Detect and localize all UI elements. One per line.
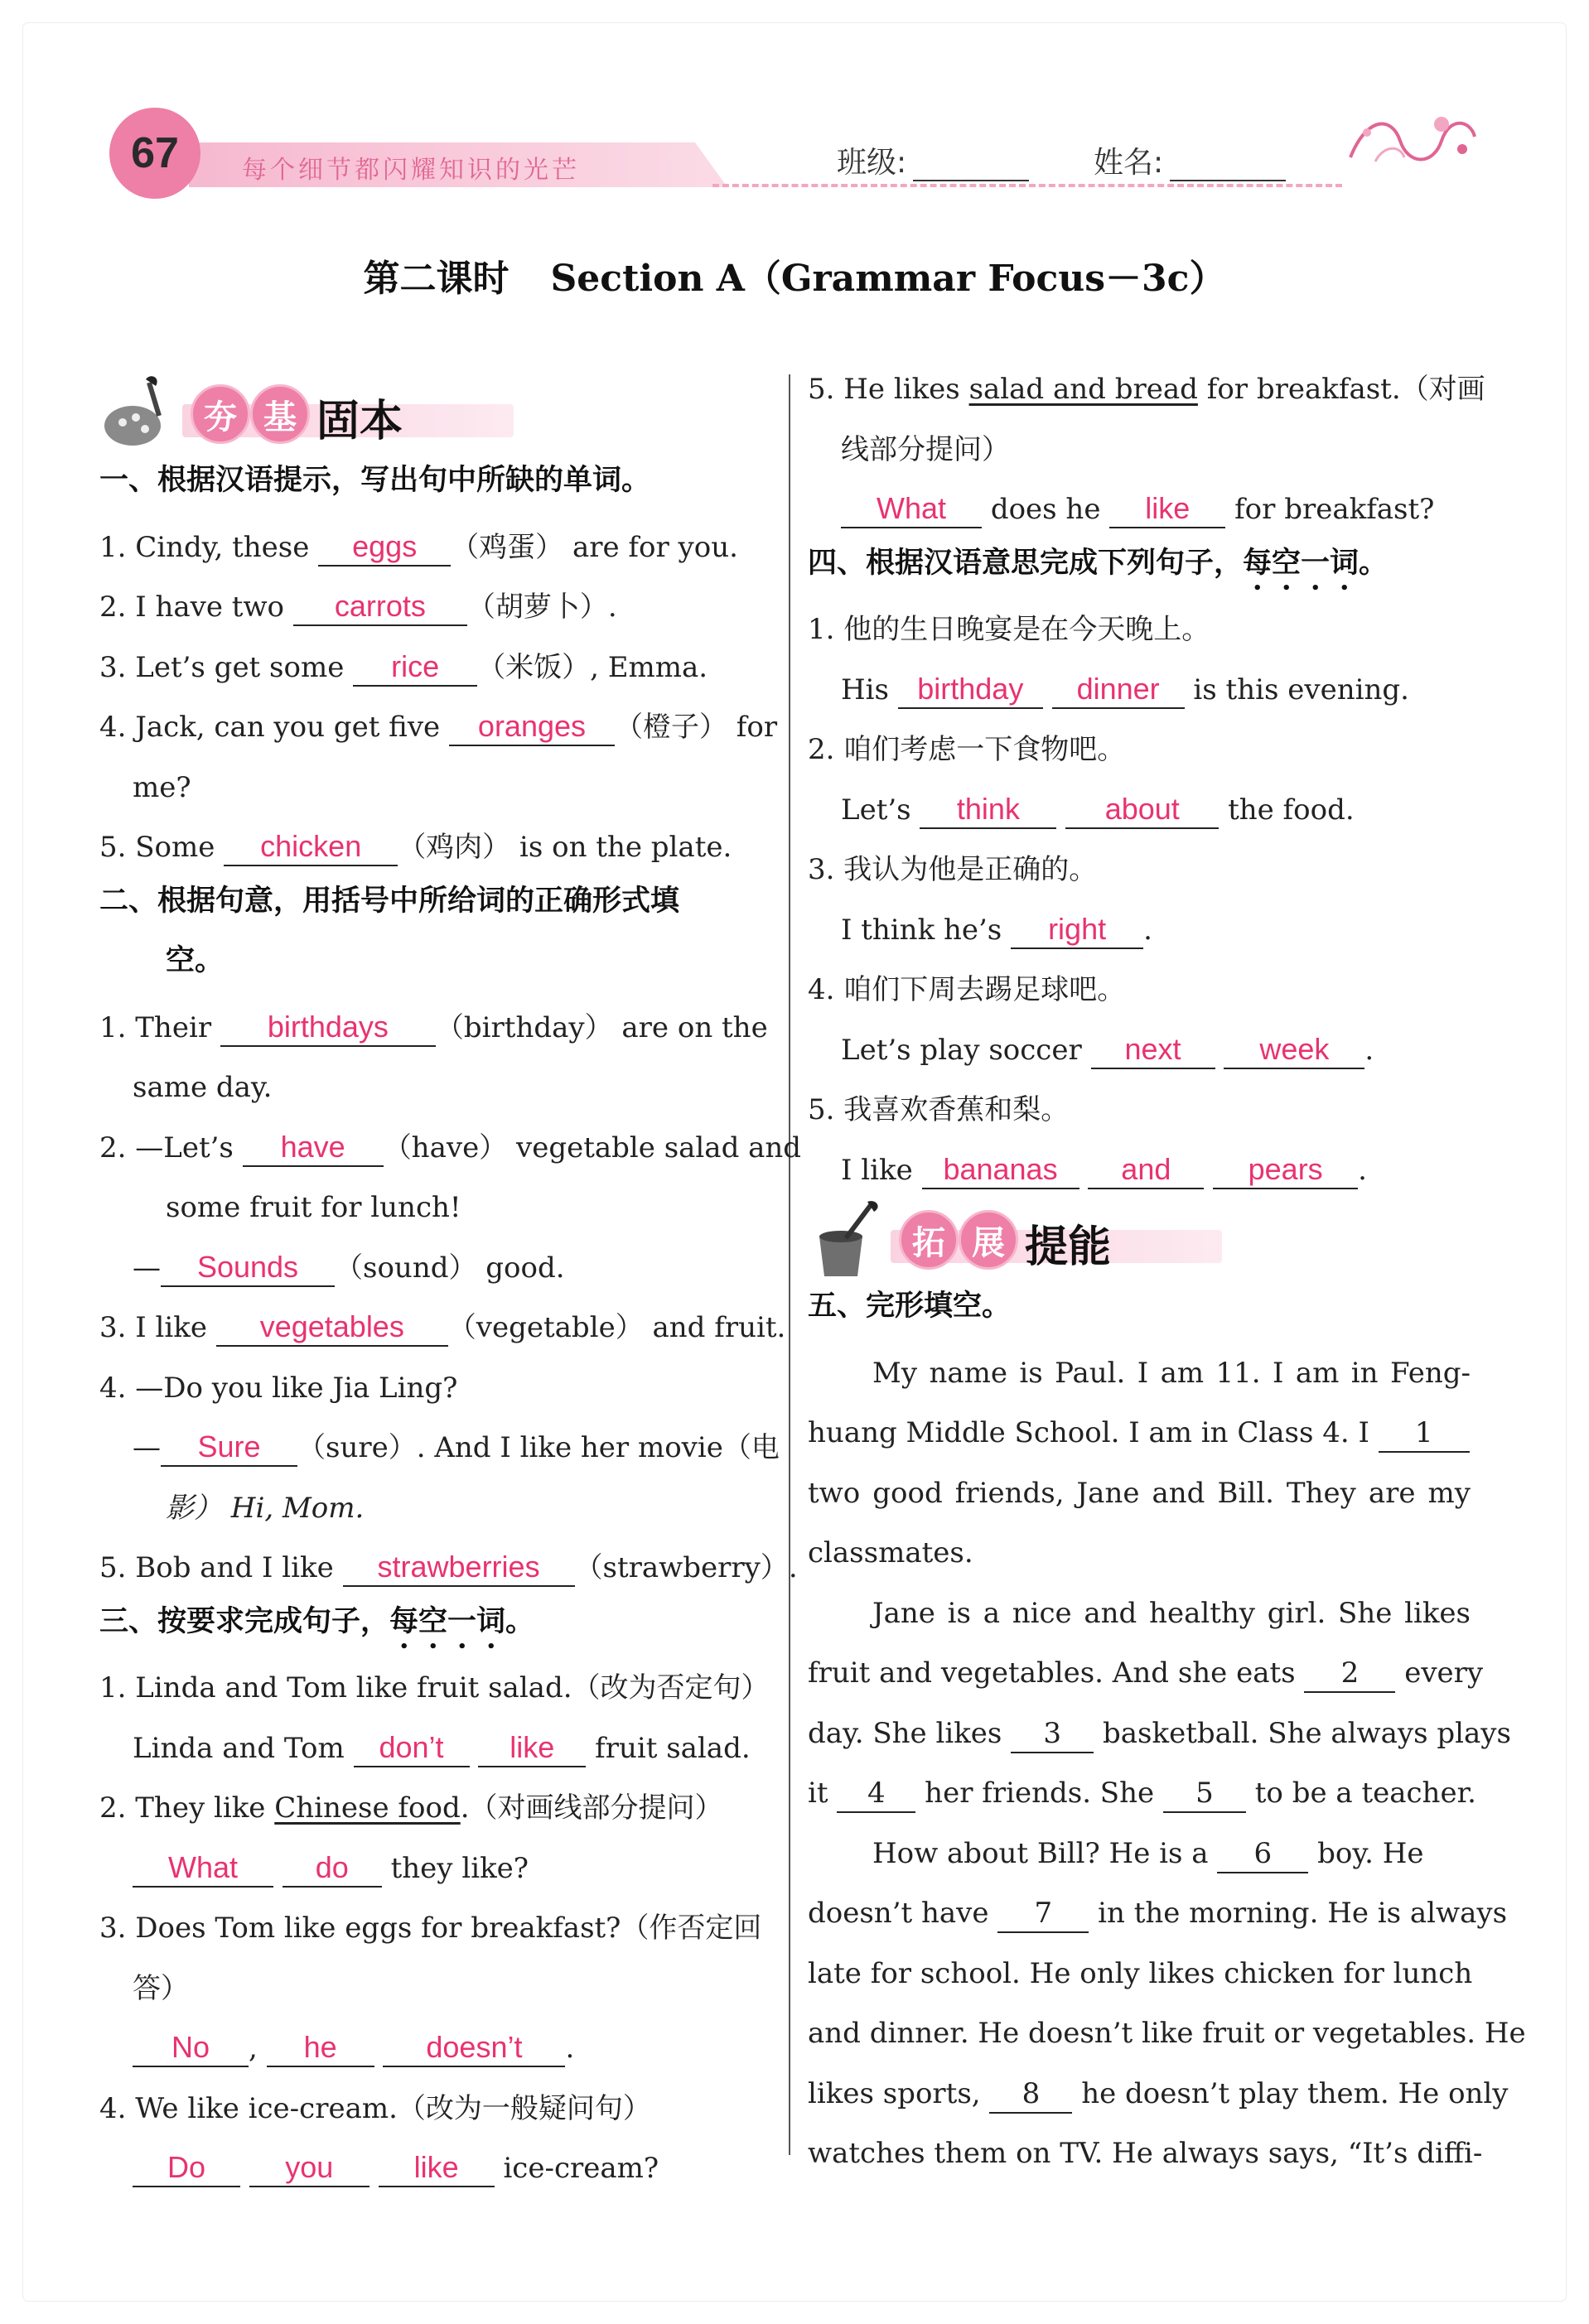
answer-blank: doesn’t: [383, 2029, 565, 2067]
part4-q5-answer: I like bananas and pears .: [808, 1140, 1471, 1201]
part4-q2-answer: Let’s think about the food.: [808, 780, 1471, 841]
answer-blank: right: [1011, 911, 1143, 949]
answer-blank: Do: [133, 2149, 240, 2187]
answer-blank: dinner: [1052, 671, 1185, 709]
cloze-blank: 1: [1379, 1415, 1470, 1453]
part1-q4: 4. Jack, can you get five oranges （橙子） for: [99, 697, 770, 758]
answer-blank: oranges: [449, 708, 615, 746]
part4-q4-answer: Let’s play soccer next week .: [808, 1020, 1471, 1081]
badge-text: 固本: [316, 397, 403, 446]
part3-q3-answer: No , he doesn’t .: [99, 2018, 770, 2079]
class-label: 班级:: [837, 146, 907, 180]
cloze-line: it 4 her friends. She 5 to be a teacher.: [808, 1763, 1471, 1824]
answer-blank: think: [920, 791, 1056, 829]
answer-blank: What: [841, 490, 982, 528]
part1-heading: 一、根据汉语提示，写出句中所缺的单词。: [99, 464, 651, 497]
answer-blank: like: [1109, 490, 1225, 528]
part3-q1-answer: Linda and Tom don’t like fruit salad.: [99, 1719, 770, 1779]
cloze-blank: 5: [1163, 1775, 1246, 1813]
cloze-line: fruit and vegetables. And she eats 2 every: [808, 1643, 1471, 1704]
extension-badge: [808, 1200, 1471, 1283]
answer-blank: chicken: [224, 828, 398, 866]
answer-blank: birthdays: [220, 1009, 436, 1047]
part4-heading: 四、根据汉语意思完成下列句子，每空一词。: [808, 546, 1389, 580]
part3-q5: 5. He likes salad and bread for breakfast.（对画: [808, 373, 1485, 406]
name-field: [1094, 139, 1286, 181]
section-title: Section A（Grammar Focus－3c）: [550, 258, 1226, 300]
page-number: 67: [109, 108, 200, 199]
cloze-blank: 7: [997, 1895, 1089, 1933]
answer-blank: he: [267, 2029, 374, 2067]
right-column: [808, 359, 1526, 2184]
part2-q1-cont: same day.: [133, 1071, 273, 1104]
answer-blank: Sure: [161, 1429, 297, 1467]
palette-icon: [99, 374, 182, 457]
part1-q1: 1. Cindy, these eggs （鸡蛋） are for you.: [99, 518, 770, 578]
part4-q4-cn: 4. 咱们下周去踢足球吧。: [808, 973, 1126, 1006]
part2-q2-reply: — Sounds （sound） good.: [99, 1238, 770, 1299]
answer-blank: bananas: [922, 1151, 1079, 1189]
part2-q4-cont: 影） Hi, Mom.: [166, 1491, 365, 1525]
answer-blank: have: [243, 1129, 384, 1167]
answer-blank: don’t: [354, 1729, 470, 1767]
cloze-line: likes sports, 8 he doesn’t play them. He only: [808, 2064, 1471, 2124]
answer-blank: No: [133, 2029, 249, 2067]
badge-char-1: 夯: [191, 384, 250, 444]
part5-heading: 五、完形填空。: [808, 1290, 1012, 1323]
answer-blank: strawberries: [343, 1549, 575, 1587]
part3-q1: 1. Linda and Tom like fruit salad.（改为否定句）: [99, 1671, 770, 1704]
part4-q3-cn: 3. 我认为他是正确的。: [808, 853, 1098, 886]
cloze-line: late for school. He only likes chicken for lunch: [808, 1956, 1473, 1990]
answer-blank: What: [133, 1849, 273, 1888]
part2-q1: 1. Their birthdays （birthday） are on the: [99, 998, 770, 1058]
part4-q2-cn: 2. 咱们考虑一下食物吧。: [808, 733, 1126, 766]
foundation-badge: [99, 374, 770, 457]
part1-q5: 5. Some chicken （鸡肉） is on the plate.: [99, 817, 770, 878]
answer-blank: eggs: [318, 528, 451, 567]
part3-heading: 三、按要求完成句子，每空一词。: [99, 1604, 535, 1638]
cloze-line: two good friends, Jane and Bill. They are my: [808, 1476, 1471, 1510]
answer-blank: week: [1224, 1031, 1364, 1069]
part3-q4: 4. We like ice-cream.（改为一般疑问句）: [99, 2091, 651, 2125]
part4-q3-answer: I think he’s right .: [808, 900, 1471, 961]
badge-text: 提能: [1025, 1222, 1112, 1272]
answer-blank: rice: [353, 649, 477, 687]
part4-q1-cn: 1. 他的生日晚宴是在今天晚上。: [808, 613, 1210, 646]
cloze-blank: 2: [1304, 1655, 1395, 1693]
part4-q1-answer: His birthday dinner is this evening.: [808, 660, 1471, 721]
answer-blank: like: [478, 1729, 586, 1767]
cloze-line: How about Bill? He is a 6 boy. He: [808, 1824, 1471, 1884]
cloze-line: Jane is a nice and healthy girl. She likes: [872, 1596, 1471, 1630]
lesson-number: 第二课时: [363, 258, 510, 300]
answer-blank: vegetables: [216, 1309, 448, 1347]
cloze-line: day. She likes 3 basketball. She always plays: [808, 1704, 1471, 1764]
answer-blank: do: [283, 1849, 382, 1888]
answer-blank: and: [1088, 1151, 1204, 1189]
part2-q2: 2. —Let’s have （have） vegetable salad and: [99, 1118, 770, 1179]
cloze-blank: 8: [989, 2076, 1072, 2114]
cloze-line: classmates.: [808, 1536, 973, 1569]
part1-q2: 2. I have two carrots （胡萝卜）.: [99, 577, 770, 638]
column-divider: [789, 374, 790, 2155]
cloze-line: doesn’t have 7 in the morning. He is always: [808, 1883, 1471, 1944]
part2-heading-cont: 空。: [166, 944, 225, 977]
cloze-line: and dinner. He doesn’t like fruit or vegetables. He: [808, 2017, 1526, 2050]
cloze-blank: 4: [837, 1775, 915, 1813]
part2-q4: 4. —Do you like Jia Ling?: [99, 1371, 458, 1405]
badge-char-2: 基: [250, 384, 310, 444]
part2-q4-reply: — Sure （sure）. And I like her movie（电: [99, 1418, 770, 1478]
cloze-line: My name is Paul. I am 11. I am in Feng-: [872, 1356, 1471, 1390]
answer-blank: Sounds: [161, 1249, 335, 1287]
header-slogan: 每个细节都闪耀知识的光芒: [242, 156, 580, 185]
left-column: [99, 374, 802, 2199]
lesson-title: [0, 248, 1589, 301]
cloze-passage: [808, 1343, 1526, 2184]
answer-blank: birthday: [898, 671, 1043, 709]
part1-q4-cont: me?: [133, 770, 191, 804]
answer-blank: you: [249, 2149, 369, 2187]
answer-blank: like: [379, 2149, 495, 2187]
badge-char-1: 拓: [899, 1210, 959, 1270]
answer-blank: about: [1065, 791, 1219, 829]
part3-q2-answer: What do they like?: [99, 1839, 770, 1899]
answer-blank: next: [1091, 1031, 1215, 1069]
badge-char-2: 展: [959, 1210, 1018, 1270]
part3-q4-answer: Do you like ice-cream?: [99, 2138, 770, 2199]
part1-q3: 3. Let’s get some rice （米饭）, Emma.: [99, 638, 770, 698]
class-field: [837, 139, 1029, 181]
answer-blank: carrots: [293, 588, 467, 626]
paint-bucket-icon: [808, 1200, 891, 1283]
header-dash-line: [712, 184, 1342, 187]
part2-heading: 二、根据句意，用括号中所给词的正确形式填: [99, 884, 680, 918]
part2-q3: 3. I like vegetables （vegetable） and fruit.: [99, 1298, 770, 1358]
name-label: 姓名:: [1094, 146, 1164, 180]
part3-q5-cont: 线部分提问）: [841, 432, 1010, 466]
part3-q2: 2. They like Chinese food.（对画线部分提问）: [99, 1791, 723, 1825]
part3-q5-answer: What does he like for breakfast?: [808, 480, 1471, 540]
part4-q5-cn: 5. 我喜欢香蕉和梨。: [808, 1093, 1070, 1126]
part3-q3: 3. Does Tom like eggs for breakfast?（作否定回: [99, 1912, 762, 1945]
part2-q5: 5. Bob and I like strawberries （strawberry）.: [99, 1538, 770, 1598]
cloze-blank: 6: [1217, 1835, 1308, 1873]
answer-blank: pears: [1213, 1151, 1358, 1189]
part3-q3-cont: 答）: [133, 1971, 189, 2005]
cloze-blank: 3: [1011, 1715, 1094, 1753]
cloze-line: watches them on TV. He always says, “It’s diffi-: [808, 2137, 1483, 2170]
class-blank: [913, 155, 1029, 181]
cloze-line: huang Middle School. I am in Class 4. I 1: [808, 1403, 1471, 1463]
name-blank: [1170, 155, 1286, 181]
flourish-ornament-icon: [1342, 99, 1483, 182]
part2-q2-cont: some fruit for lunch!: [166, 1191, 461, 1224]
